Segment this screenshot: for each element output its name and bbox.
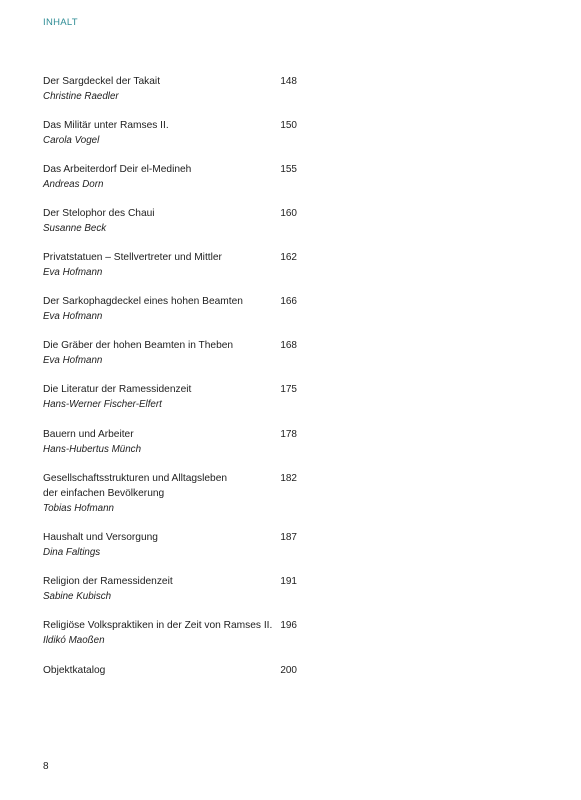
entry-title: Die Literatur der Ramessidenzeit bbox=[43, 384, 192, 395]
toc-entry bbox=[43, 382, 297, 412]
entry-title: Religion der Ramessidenzeit bbox=[43, 576, 173, 587]
entry-title: Haushalt und Versorgung bbox=[43, 532, 158, 543]
toc-entry bbox=[43, 427, 297, 457]
entry-title: Gesellschaftsstrukturen und Alltagsleben bbox=[43, 473, 228, 484]
entry-title: Die Gräber der hohen Beamten in Theben bbox=[43, 340, 234, 351]
entry-author: Eva Hofmann bbox=[43, 267, 103, 278]
toc-entry bbox=[43, 294, 297, 324]
entry-author: Ildikó Maoßen bbox=[43, 635, 105, 646]
entry-author: Andreas Dorn bbox=[43, 179, 104, 190]
entry-title: Bauern und Arbeiter bbox=[43, 429, 134, 440]
toc-entry bbox=[43, 74, 297, 104]
entry-title: Privatstatuen – Stellvertreter und Mittler bbox=[43, 252, 222, 263]
entry-author: Hans-Werner Fischer-Elfert bbox=[43, 399, 162, 410]
entry-page-number: 175 bbox=[280, 384, 297, 395]
entry-title: Der Stelophor des Chaui bbox=[43, 208, 155, 219]
entry-page-number: 148 bbox=[280, 76, 297, 87]
toc-entry bbox=[43, 118, 297, 148]
entry-author: Christine Raedler bbox=[43, 91, 119, 102]
entry-title: Der Sargdeckel der Takait bbox=[43, 76, 161, 87]
toc-entry bbox=[43, 338, 297, 368]
entry-page-number: 187 bbox=[280, 532, 297, 543]
entry-title: Das Arbeiterdorf Deir el-Medineh bbox=[43, 164, 192, 175]
entry-page-number: 155 bbox=[280, 164, 297, 175]
entry-author: Susanne Beck bbox=[43, 223, 107, 234]
entry-title: Das Militär unter Ramses II. bbox=[43, 120, 169, 131]
entry-page-number: 200 bbox=[280, 665, 297, 676]
entry-author: Carola Vogel bbox=[43, 135, 100, 146]
section-label: INHALT bbox=[43, 17, 78, 28]
toc-entry bbox=[43, 663, 297, 678]
entry-page-number: 162 bbox=[280, 252, 297, 263]
entry-page-number: 166 bbox=[280, 296, 297, 307]
entry-author: Sabine Kubisch bbox=[43, 591, 112, 602]
entry-title: der einfachen Bevölkerung bbox=[43, 488, 165, 499]
toc-entry bbox=[43, 206, 297, 236]
entry-page-number: 182 bbox=[280, 473, 297, 484]
entry-page-number: 168 bbox=[280, 340, 297, 351]
entry-page-number: 160 bbox=[280, 208, 297, 219]
entry-author: Eva Hofmann bbox=[43, 311, 103, 322]
entry-author: Hans-Hubertus Münch bbox=[43, 444, 142, 455]
entry-author: Eva Hofmann bbox=[43, 355, 103, 366]
toc-entry bbox=[43, 250, 297, 280]
entry-title: Der Sarkophagdeckel eines hohen Beamten bbox=[43, 296, 243, 307]
toc-entry bbox=[43, 162, 297, 192]
toc-entry bbox=[43, 618, 297, 648]
entry-author: Dina Faltings bbox=[43, 547, 101, 558]
toc-entry bbox=[43, 574, 297, 604]
page-number: 8 bbox=[43, 761, 49, 772]
entry-title: Religiöse Volkspraktiken in der Zeit von Ramses II. bbox=[43, 620, 273, 631]
entry-page-number: 196 bbox=[280, 620, 297, 631]
entry-page-number: 150 bbox=[280, 120, 297, 131]
toc-entry bbox=[43, 471, 297, 516]
entry-title: Objektkatalog bbox=[43, 665, 106, 676]
toc-entry bbox=[43, 530, 297, 560]
entry-page-number: 178 bbox=[280, 429, 297, 440]
entry-author: Tobias Hofmann bbox=[43, 503, 114, 514]
entry-page-number: 191 bbox=[280, 576, 297, 587]
